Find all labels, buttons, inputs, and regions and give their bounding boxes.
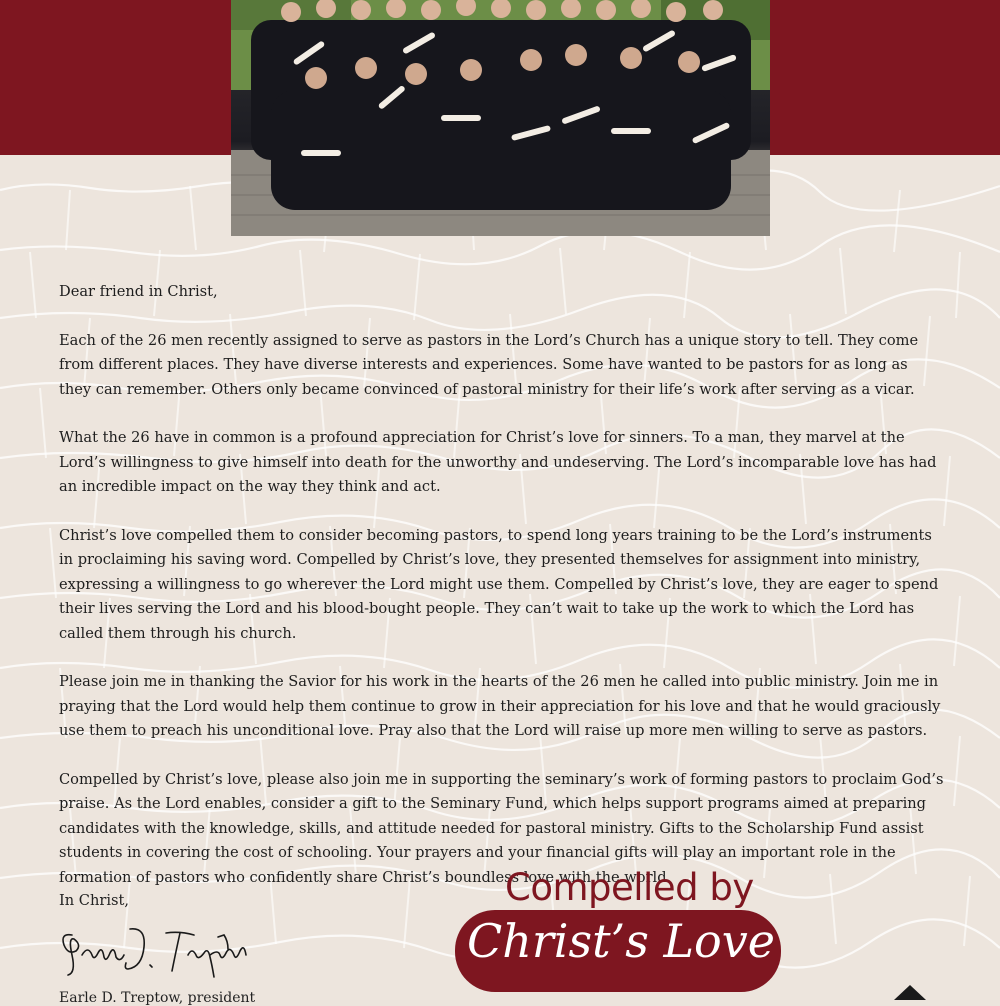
group-photo — [231, 0, 770, 236]
paragraph-3: Christ’s love compelled them to consider becoming pastors, to spend long years training to be the Lord’s instruments in proclaiming his saving word. Compelled by Christ’s love, they presented themselves for assignment into ministry, expressing a willingness to go wherever the Lord might use them. Compelled by Christ’s love, they are eager to spend their lives serving the Lord and his blood-bought people. They can’t wait to take up the work to which the Lord has called them through his church. — [59, 526, 939, 642]
logo-line-1: Compelled by — [505, 866, 754, 909]
corner-triangle-icon — [894, 985, 926, 1000]
paragraph-4: Please join me in thanking the Savior for his work in the hearts of the 26 men he called into public ministry. Join me in praying that the Lord would help them continue to grow in their appreciation for his love and that he would graciously use them to preach his unconditional love. Pray also that the Lord will raise up more men willing to serve as pastors. — [59, 673, 941, 739]
signature-image — [58, 915, 258, 985]
logo-line-2: Christ’s Love — [467, 914, 775, 968]
closing: In Christ, — [59, 892, 130, 909]
paragraph-5: Compelled by Christ’s love, please also join me in supporting the seminary’s work of forming pastors to proclaim God’s praise. As the Lord enables, consider a gift to the Seminary Fund, which helps support programs aimed at preparing candidates with the knowledge, skills, and attitude needed for pastoral ministry. Gifts to the Scholarship Fund assist students in covering the cost of schooling. Your prayers and your financial gifts will play an important role in the formation of pastors who confidently share Christ’s boundless love with the world. — [59, 770, 944, 886]
letter-body — [59, 280, 944, 914]
paragraph-1: Each of the 26 men recently assigned to serve as pastors in the Lord’s Church has a unique story to tell. They come from different places. They have diverse interests and experiences. Some have wanted to be pastors for as long as they can remember. Others only became convinced of pastoral ministry for their life’s work after serving as a vicar. — [59, 331, 919, 398]
salutation: Dear friend in Christ, — [59, 283, 218, 300]
campaign-logo — [455, 860, 785, 990]
paragraph-2: What the 26 have in common is a profound appreciation for Christ’s love for sinners. To a man, they marvel at the Lord’s willingness to give himself into death for the unworthy and undeserving. The Lord’s incomparable love has had an incredible impact on the way they think and act. — [59, 429, 937, 495]
signer-name: Earle D. Treptow, president — [59, 990, 256, 1006]
